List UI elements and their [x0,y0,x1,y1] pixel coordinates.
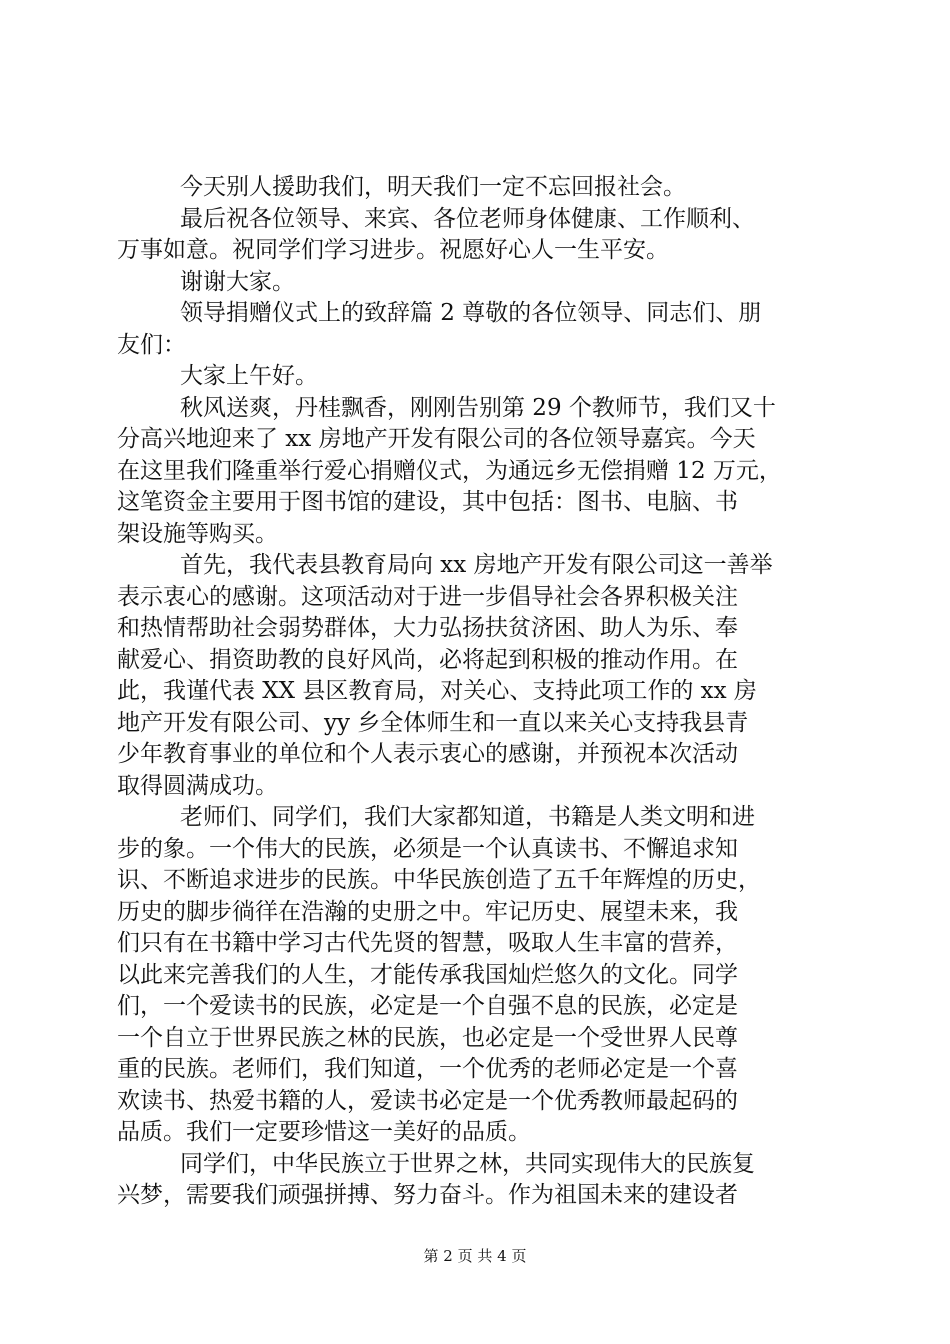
text-line: 这笔资金主要用于图书馆的建设，其中包括：图书、电脑、书 [117,489,738,515]
text-line: 友们： [117,331,186,358]
text-line: 们只有在书籍中学习古代先贤的智慧，吸取人生丰富的营养， [117,930,738,956]
text-line: 首先，我代表县教育局向 xx 房地产开发有限公司这一善举 [180,552,773,578]
text-line: 一个自立于世界民族之林的民族，也必定是一个受世界人民尊 [117,1024,738,1051]
text-line: 取得圆满成功。 [117,772,278,799]
text-line: 和热情帮助社会弱势群体，大力弘扬扶贫济困、助人为乐、奉 [117,615,738,641]
text-line: 历史的脚步徜徉在浩瀚的史册之中。牢记历史、展望未来，我 [117,898,738,925]
text-line: 地产开发有限公司、yy 乡全体师生和一直以来关心支持我县青 [117,709,749,736]
text-line: 秋风送爽，丹桂飘香，刚刚告别第 29 个教师节，我们又十 [180,394,776,421]
text-line: 们，一个爱读书的民族，必定是一个自强不息的民族，必定是 [117,993,738,1019]
text-line: 万事如意。祝同学们学习进步。祝愿好心人一生平安。 [117,237,669,263]
text-line: 在这里我们隆重举行爱心捐赠仪式，为通远乡无偿捐赠 12 万元， [117,457,782,484]
text-line: 谢谢大家。 [180,268,295,295]
text-line: 献爱心、捐资助教的良好风尚，必将起到积极的推动作用。在 [117,646,738,673]
text-line: 最后祝各位领导、来宾、各位老师身体健康、工作顺利、 [180,205,755,232]
text-line: 此，我谨代表 XX 县区教育局，对关心、支持此项工作的 xx 房 [117,678,757,704]
text-line: 大家上午好。 [180,363,318,389]
text-line: 识、不断追求进步的民族。中华民族创造了五千年辉煌的历史， [117,867,761,893]
text-line: 表示衷心的感谢。这项活动对于进一步倡导社会各界积极关注 [117,583,738,610]
text-line: 欢读书、热爱书籍的人，爱读书必定是一个优秀教师最起码的 [117,1087,738,1114]
text-line: 老师们、同学们，我们大家都知道，书籍是人类文明和进 [180,804,755,830]
text-line: 兴梦，需要我们顽强拼搏、努力奋斗。作为祖国未来的建设者 [117,1182,738,1208]
text-line: 少年教育事业的单位和个人表示衷心的感谢，并预祝本次活动 [117,741,738,767]
page-number-footer: 第 2 页 共 4 页 [423,1247,527,1265]
text-line: 架设施等购买。 [117,520,278,547]
text-line: 重的民族。老师们，我们知道，一个优秀的老师必定是一个喜 [117,1056,738,1082]
document-body [117,172,837,1212]
text-line: 分高兴地迎来了 xx 房地产开发有限公司的各位领导嘉宾。今天 [117,426,756,452]
text-line: 步的象。一个伟大的民族，必须是一个认真读书、不懈追求知 [117,835,738,862]
text-line: 品质。我们一定要珍惜这一美好的品质。 [117,1119,531,1145]
text-line: 以此来完善我们的人生，才能传承我国灿烂悠久的文化。同学 [117,961,738,988]
text-line: 今天别人援助我们，明天我们一定不忘回报社会。 [180,174,686,200]
text-line: 同学们，中华民族立于世界之林，共同实现伟大的民族复 [180,1150,755,1177]
text-line: 领导捐赠仪式上的致辞篇 2 尊敬的各位领导、同志们、朋 [180,300,762,326]
